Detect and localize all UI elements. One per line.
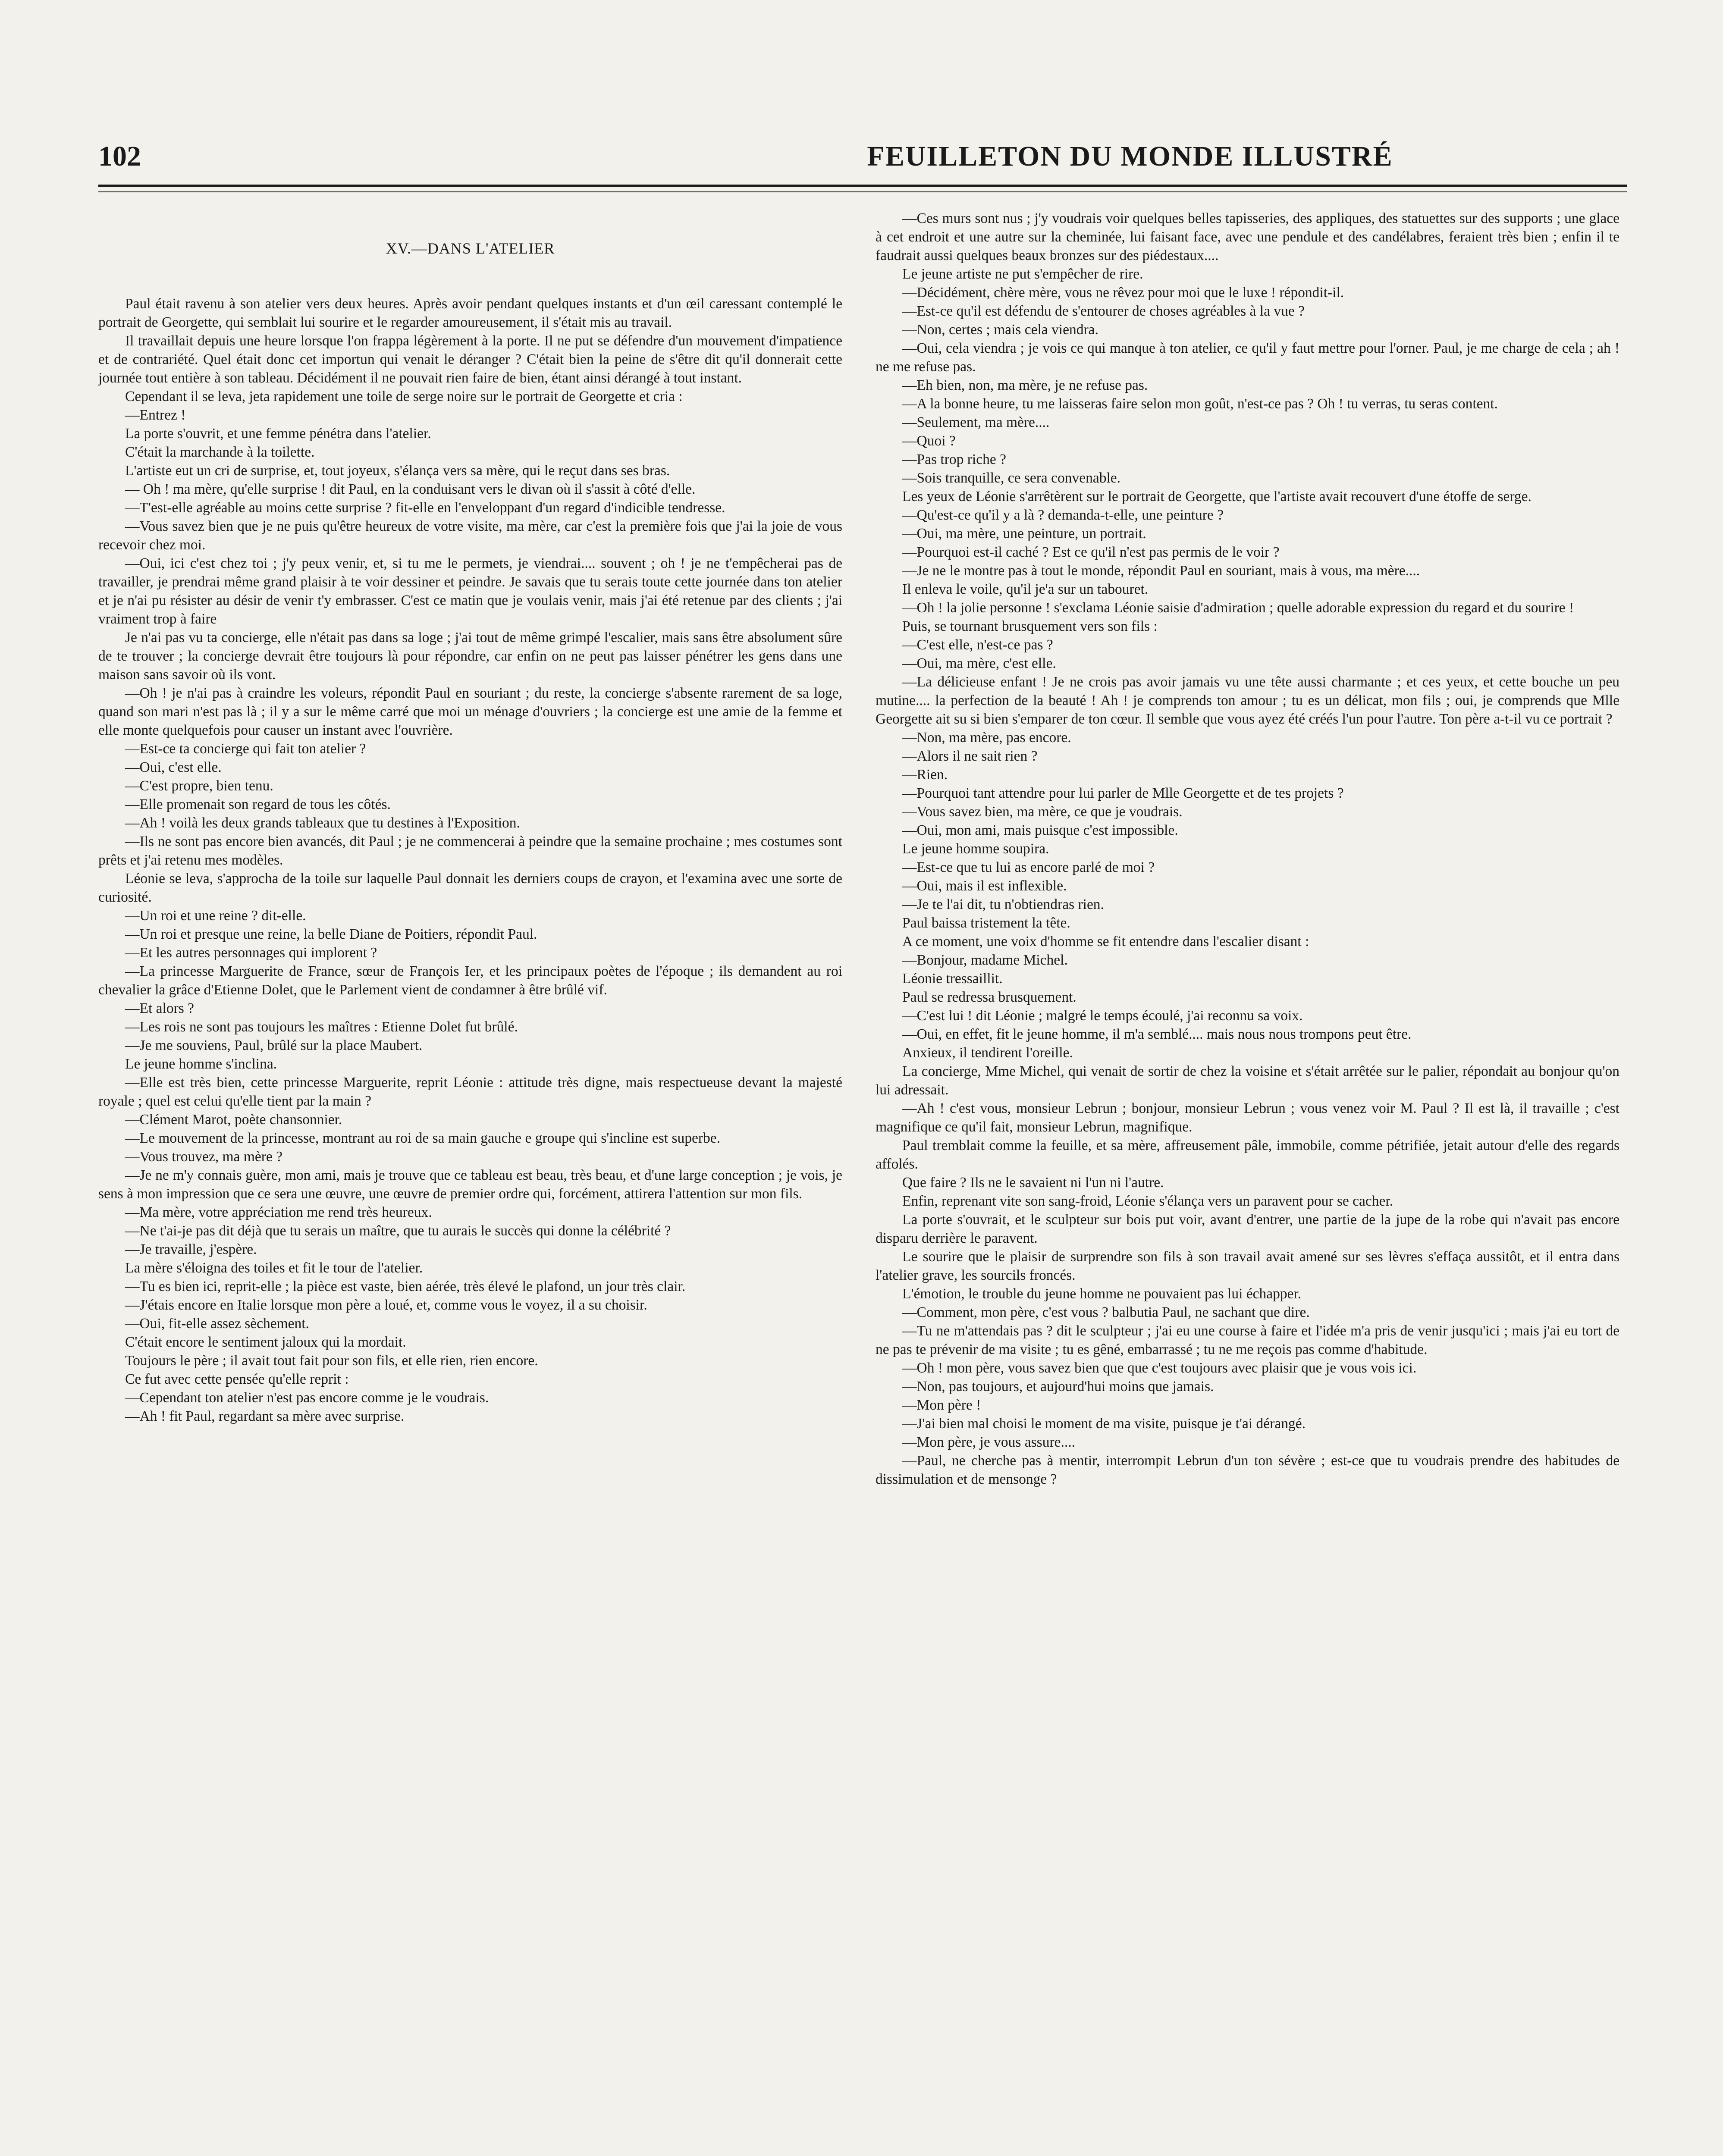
paragraph: —Je me souviens, Paul, brûlé sur la place Maubert.: [125, 1037, 423, 1053]
paragraph: La concierge, Mme Michel, qui venait de sortir de chez la voisine et s'était arrêtée sur le palier, répondait au bonjour qu'on lui adressait.: [876, 1063, 1619, 1098]
paragraph: —Est-ce que tu lui as encore parlé de moi ?: [902, 859, 1155, 875]
paragraph: Les yeux de Léonie s'arrêtèrent sur le portrait de Georgette, que l'artiste avait recouvert d'une étoffe de serge.: [902, 489, 1532, 505]
paragraph: —Mon père, je vous assure....: [902, 1434, 1075, 1450]
paragraph: —Comment, mon père, c'est vous ? balbutia Paul, ne sachant que dire.: [902, 1304, 1310, 1320]
paragraph: —Pourquoi est-il caché ? Est ce qu'il n'est pas permis de le voir ?: [902, 544, 1280, 560]
paragraph: —Elle est très bien, cette princesse Marguerite, reprit Léonie : attitude très digne, mais respectueuse devant la majesté royale ; quel est celui qu'elle tient par la main ?: [98, 1075, 842, 1109]
paragraph: —Tu ne m'attendais pas ? dit le sculpteur ; j'ai eu une course à faire et l'idée m'a pris de venir jusqu'ici ; mais j'ai eu tort de ne pas te prévenir de ma visite ; tu es gêné, embarrassé ; tu ne me reçois pas comme d'habitude.: [876, 1323, 1619, 1357]
paragraph: La mère s'éloigna des toiles et fit le tour de l'atelier.: [125, 1260, 423, 1276]
paragraph: La porte s'ouvrait, et le sculpteur sur bois put voir, avant d'entrer, une partie de la jupe de la robe qui n'avait pas encore disparu derrière le paravent.: [876, 1212, 1619, 1246]
chapter-title: XV.—DANS L'ATELIER: [386, 240, 555, 257]
paragraph: —Tu es bien ici, reprit-elle ; la pièce est vaste, bien aérée, très élevé le plafond, un jour très clair.: [125, 1279, 686, 1294]
paragraph: —Non, pas toujours, et aujourd'hui moins que jamais.: [902, 1379, 1214, 1395]
paragraph: Le jeune homme soupira.: [902, 841, 1049, 857]
paragraph: Anxieux, il tendirent l'oreille.: [902, 1045, 1073, 1061]
paragraph: —Oh ! la jolie personne ! s'exclama Léonie saisie d'admiration ; quelle adorable expression du regard et du sourire !: [902, 600, 1574, 616]
paragraph: L'artiste eut un cri de surprise, et, tout joyeux, s'élança vers sa mère, qui le reçut dans ses bras.: [125, 463, 670, 479]
paragraph: —Oh ! mon père, vous savez bien que que c'est toujours avec plaisir que je vous vois ici.: [902, 1360, 1417, 1376]
paragraph: Toujours le père ; il avait tout fait pour son fils, et elle rien, rien encore.: [125, 1353, 538, 1369]
paragraph: —Clément Marot, poète chansonnier.: [125, 1112, 342, 1128]
paragraph: Que faire ? Ils ne le savaient ni l'un ni l'autre.: [902, 1175, 1164, 1191]
paragraph: —C'est lui ! dit Léonie ; malgré le temps écoulé, j'ai reconnu sa voix.: [902, 1008, 1303, 1024]
paragraph: —T'est-elle agréable au moins cette surprise ? fit-elle en l'enveloppant d'un regard d'indicible tendresse.: [125, 500, 725, 516]
header-rule-thick: [98, 185, 1627, 187]
paragraph: Le sourire que le plaisir de surprendre son fils à son travail avait amené sur ses lèvres s'effaça aussitôt, et il entra dans l'atelier grave, les sourcils froncés.: [876, 1249, 1619, 1283]
paragraph: —Oui, ma mère, une peinture, un portrait.: [902, 526, 1146, 542]
paragraph: Ce fut avec cette pensée qu'elle reprit :: [125, 1371, 349, 1387]
paragraph: Le jeune artiste ne put s'empêcher de rire.: [902, 266, 1143, 282]
paragraph: —Ne t'ai-je pas dit déjà que tu serais un maître, que tu aurais le succès qui donne la célébrité ?: [125, 1223, 671, 1239]
paragraph: —Seulement, ma mère....: [902, 414, 1050, 430]
paragraph: —Oui, c'est elle.: [125, 759, 222, 775]
paragraph: —Ma mère, votre appréciation me rend très heureux.: [125, 1204, 432, 1220]
paragraph: —Non, certes ; mais cela viendra.: [902, 322, 1098, 338]
paragraph: —Ces murs sont nus ; j'y voudrais voir quelques belles tapisseries, des appliques, des statuettes sur des supports ; une glace à cet endroit et une autre sur la cheminée, lui faisant face, avec une pendule et des candélabres, feraient très bien ; enfin il te faudrait aussi quelques beaux bronzes sur des piédestaux....: [876, 210, 1619, 263]
paragraph: —A la bonne heure, tu me laisseras faire selon mon goût, n'est-ce pas ? Oh ! tu verras, tu seras content.: [902, 396, 1498, 412]
running-title: FEUILLETON DU MONDE ILLUSTRÉ: [867, 141, 1393, 172]
paragraph: —Oui, mon ami, mais puisque c'est impossible.: [902, 822, 1178, 838]
paragraph: —C'est elle, n'est-ce pas ?: [902, 637, 1053, 653]
page-number: 102: [98, 141, 141, 172]
paragraph: C'était la marchande à la toilette.: [125, 444, 315, 460]
paragraph: —Je travaille, j'espère.: [125, 1241, 257, 1257]
paragraph: —Et alors ?: [125, 1000, 195, 1016]
paragraph: —Mon père !: [902, 1397, 981, 1413]
paragraph: Paul tremblait comme la feuille, et sa mère, affreusement pâle, immobile, comme pétrifiée, jetait autour d'elle des regards affolés.: [876, 1138, 1619, 1172]
right-column: [876, 209, 1619, 1489]
paragraph: Paul se redressa brusquement.: [902, 989, 1076, 1005]
paragraph: —Ils ne sont pas encore bien avancés, dit Paul ; je ne commencerai à peindre que la semaine prochaine ; mes costumes sont prêts et j'ai retenu mes modèles.: [98, 834, 842, 868]
left-column: [98, 209, 842, 1426]
paragraph: —La délicieuse enfant ! Je ne crois pas avoir jamais vu une tête aussi charmante ; et ces yeux, et cette bouche un peu mutine.... la perfection de la beauté ! Ah ! je comprends ton amour ; tu es un délicat, mon fils ; oui, je comprends que Mlle Georgette ait su si bien s'emparer de ton cœur. Il semble que vous ayez été créés l'un pour l'autre. Ton père a-t-il vu ce portrait ?: [876, 674, 1619, 727]
paragraph: Le jeune homme s'inclina.: [125, 1056, 277, 1072]
paragraph: —Paul, ne cherche pas à mentir, interrompit Lebrun d'un ton sévère ; est-ce que tu voudrais prendre des habitudes de dissimulation et de mensonge ?: [876, 1453, 1619, 1487]
paragraph: Puis, se tournant brusquement vers son fils :: [902, 618, 1158, 634]
paragraph: A ce moment, une voix d'homme se fit entendre dans l'escalier disant :: [902, 934, 1309, 950]
paragraph: Enfin, reprenant vite son sang-froid, Léonie s'élança vers un paravent pour se cacher.: [902, 1193, 1393, 1209]
paragraph: —J'étais encore en Italie lorsque mon père a loué, et, comme vous le voyez, il a su choisir.: [125, 1297, 647, 1313]
paragraph: —Ah ! fit Paul, regardant sa mère avec surprise.: [125, 1408, 405, 1424]
paragraph: —Le mouvement de la princesse, montrant au roi de sa main gauche e groupe qui s'incline est superbe.: [125, 1130, 721, 1146]
paragraph: —Oui, ici c'est chez toi ; j'y peux venir, et, si tu me le permets, je viendrai.... souvent ; oh ! je ne t'empêcherai pas de travailler, je prendrai même grand plaisir à te voir dessiner et peindre. Je savais que tu serais toute cette journée dans ton atelier et je n'ai pu résister au désir de venir t'y embrasser. C'est ce matin que je voulais venir, mais j'ai été retenue par des clients ; j'ai vraiment trop à faire: [98, 555, 842, 627]
paragraph: —Qu'est-ce qu'il y a là ? demanda-t-elle, une peinture ?: [902, 507, 1224, 523]
paragraph: —Décidément, chère mère, vous ne rêvez pour moi que le luxe ! répondit-il.: [902, 285, 1344, 301]
paragraph: —J'ai bien mal choisi le moment de ma visite, puisque je t'ai dérangé.: [902, 1416, 1306, 1432]
paragraph: Paul baissa tristement la tête.: [902, 915, 1070, 931]
paragraph: —Je ne m'y connais guère, mon ami, mais je trouve que ce tableau est beau, très beau, et d'une large conception ; je vois, je sens à mon impression que ce sera une œuvre, une œuvre de premier ordre qui, forcément, attirera l'attention sur mon fils.: [98, 1167, 842, 1202]
paragraph: —Cependant ton atelier n'est pas encore comme je le voudrais.: [125, 1390, 489, 1406]
paragraph: Il travaillait depuis une heure lorsque l'on frappa légèrement à la porte. Il ne put se défendre d'un mouvement d'impatience et de contrariété. Quel était donc cet importun qui venait le déranger ? C'était bien la peine de s'être dit qu'il donnerait cette journée tout entière à son tableau. Décidément il ne pouvait rien faire de bien, étant ainsi dérangé à tout instant.: [98, 333, 842, 386]
paragraph: —Non, ma mère, pas encore.: [902, 730, 1071, 746]
paragraph: —Oui, mais il est inflexible.: [902, 878, 1067, 894]
paragraph: —Oui, fit-elle assez sèchement.: [125, 1316, 309, 1332]
paragraph: —Est-ce qu'il est défendu de s'entourer de choses agréables à la vue ?: [902, 303, 1305, 319]
paragraph: —Est-ce ta concierge qui fait ton atelier ?: [125, 741, 366, 757]
paragraph: —Oui, ma mère, c'est elle.: [902, 655, 1056, 671]
paragraph: —Les rois ne sont pas toujours les maîtres : Etienne Dolet fut brûlé.: [125, 1019, 518, 1035]
paragraph: —C'est propre, bien tenu.: [125, 778, 273, 794]
paragraph: —Ah ! voilà les deux grands tableaux que tu destines à l'Exposition.: [125, 815, 520, 831]
paragraph: —Vous savez bien que je ne puis qu'être heureux de votre visite, ma mère, car c'est la première fois que j'ai la joie de vous recevoir chez moi.: [98, 518, 842, 553]
paragraph: —Ah ! c'est vous, monsieur Lebrun ; bonjour, monsieur Lebrun ; vous venez voir M. Paul ? Il est là, il travaille ; c'est magnifique ce qu'il fait, monsieur Lebrun, magnifique.: [876, 1100, 1619, 1135]
paragraph: Cependant il se leva, jeta rapidement une toile de serge noire sur le portrait de Georgette et cria :: [125, 389, 683, 404]
paragraph: Léonie se leva, s'approcha de la toile sur laquelle Paul donnait les derniers coups de crayon, et l'examina avec une sorte de curiosité.: [98, 871, 842, 905]
paragraph: —Je te l'ai dit, tu n'obtiendras rien.: [902, 896, 1104, 912]
paragraph: —Et les autres personnages qui implorent ?: [125, 945, 377, 961]
header-rule-thin: [98, 191, 1627, 192]
paragraph: Je n'ai pas vu ta concierge, elle n'était pas dans sa loge ; j'ai tout de même grimpé l'escalier, mais sans être absolument sûre de te trouver ; la concierge devrait être toujours là pour répondre, car enfin on ne peut pas laisser pénétrer les gens dans une maison sans savoir où ils vont.: [98, 630, 842, 683]
paragraph: —Un roi et une reine ? dit-elle.: [125, 908, 306, 924]
paragraph: —Pas trop riche ?: [902, 451, 1006, 467]
paragraph: —La princesse Marguerite de France, sœur de François Ier, et les principaux poètes de l'époque ; ils demandent au roi chevalier la grâce d'Etienne Dolet, que le Parlement vient de condamner à être brûlé vif.: [98, 963, 842, 998]
paragraph: —Alors il ne sait rien ?: [902, 748, 1038, 764]
paragraph: Léonie tressaillit.: [902, 971, 1003, 987]
paragraph: La porte s'ouvrit, et une femme pénétra dans l'atelier.: [125, 426, 431, 442]
paragraph: —Vous savez bien, ma mère, ce que je voudrais.: [902, 804, 1183, 820]
paragraph: —Rien.: [902, 767, 948, 783]
paragraph: —Elle promenait son regard de tous les côtés.: [125, 796, 391, 812]
paragraph: —Eh bien, non, ma mère, je ne refuse pas.: [902, 377, 1148, 393]
paragraph: —Je ne le montre pas à tout le monde, répondit Paul en souriant, mais à vous, ma mère....: [902, 563, 1420, 579]
paragraph: —Oui, cela viendra ; je vois ce qui manque à ton atelier, ce qu'il y faut mettre pour l'orner. Paul, je me charge de cela ; ah ! ne me refuse pas.: [876, 340, 1619, 375]
paragraph: C'était encore le sentiment jaloux qui la mordait.: [125, 1334, 406, 1350]
paragraph: —Bonjour, madame Michel.: [902, 952, 1068, 968]
paragraph: Paul était ravenu à son atelier vers deux heures. Après avoir pendant quelques instants et d'un œil caressant contemplé le portrait de Georgette, qui semblait lui sourire et le regarder amoureusement, il s'était mis au travail.: [98, 296, 842, 330]
paragraph: —Pourquoi tant attendre pour lui parler de Mlle Georgette et de tes projets ?: [902, 785, 1344, 801]
paragraph: —Vous trouvez, ma mère ?: [125, 1149, 282, 1165]
paragraph: —Oh ! je n'ai pas à craindre les voleurs, répondit Paul en souriant ; du reste, la concierge s'absente rarement de sa loge, quand son mari n'est pas là ; il y a sur le même carré que moi un ménage d'ouvriers ; la concierge est une amie de la femme et elle monte quelquefois pour causer un instant avec l'ouvrière.: [98, 685, 842, 738]
paragraph: —Quoi ?: [902, 433, 956, 449]
paragraph: L'émotion, le trouble du jeune homme ne pouvaient pas lui échapper.: [902, 1286, 1302, 1302]
paragraph: Il enleva le voile, qu'il je'a sur un tabouret.: [902, 581, 1149, 597]
paragraph: —Entrez !: [125, 407, 186, 423]
paragraph: — Oh ! ma mère, qu'elle surprise ! dit Paul, en la conduisant vers le divan où il s'assit à côté d'elle.: [125, 481, 696, 497]
paragraph: —Sois tranquille, ce sera convenable.: [902, 470, 1121, 486]
paragraph: —Un roi et presque une reine, la belle Diane de Poitiers, répondit Paul.: [125, 926, 537, 942]
paragraph: —Oui, en effet, fit le jeune homme, il m'a semblé.... mais nous nous trompons peut être.: [902, 1026, 1412, 1042]
